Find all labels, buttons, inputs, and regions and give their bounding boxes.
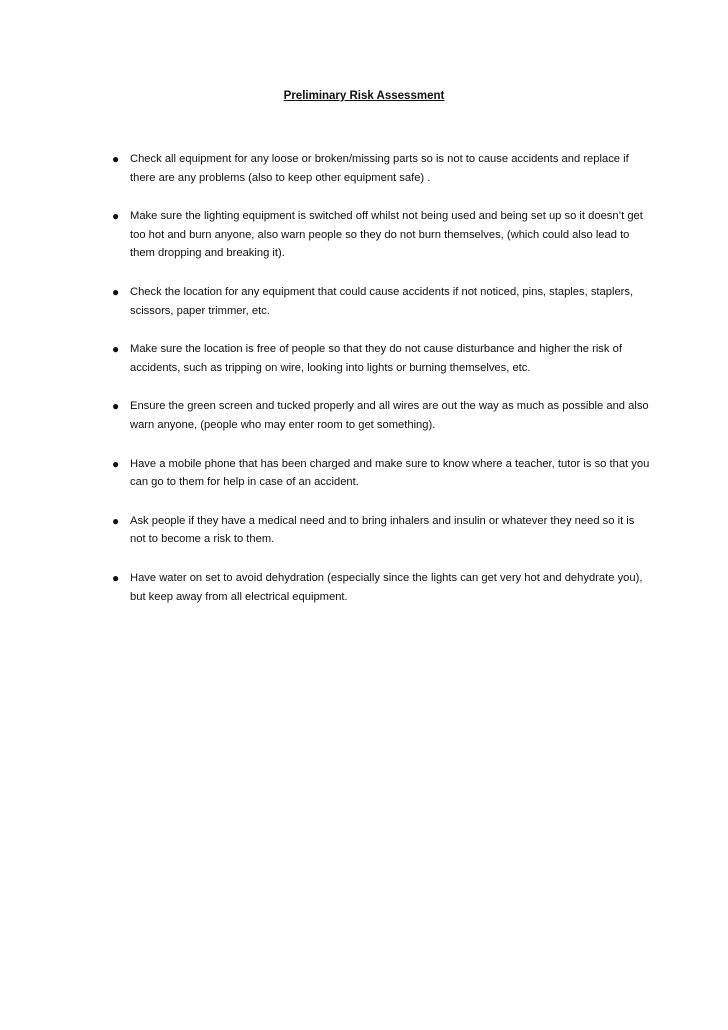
list-item <box>112 283 652 320</box>
bullet-icon: ● <box>112 284 120 299</box>
bullet-icon: ● <box>112 513 120 528</box>
document-title: Preliminary Risk Assessment <box>283 90 445 102</box>
bullet-icon: ● <box>112 570 120 585</box>
list-item-text: Have water on set to avoid dehydration (especially since the lights can get very hot and dehydrate you), but keep away from all electrical equipment. <box>130 571 643 603</box>
list-item <box>112 512 652 549</box>
list-item <box>112 455 652 492</box>
bullet-icon: ● <box>112 342 120 357</box>
list-item-text: Check the location for any equipment that could cause accidents if not noticed, pins, staples, staplers, scissors, paper trimmer, etc. <box>130 285 634 317</box>
bullet-icon: ● <box>112 209 120 224</box>
list-item-text: Make sure the location is free of people so that they do not cause disturbance and higher the risk of accidents, such as tripping on wire, looking into lights or burning themselves, etc. <box>130 343 622 374</box>
risk-list <box>112 150 652 626</box>
list-item-text: Ask people if they have a medical need and to bring inhalers and insulin or whatever they need so it is not to become a risk to them. <box>130 514 635 546</box>
list-item-text: Check all equipment for any loose or broken/missing parts so is not to cause accidents and replace if there are any problems (also to keep other equipment safe) . <box>130 153 629 184</box>
bullet-icon: ● <box>112 399 120 414</box>
list-item-text: Have a mobile phone that has been charged and make sure to know where a teacher, tutor is so that you can go to them for help in case of an accident. <box>130 457 650 489</box>
list-item <box>112 207 652 263</box>
list-item <box>112 150 652 187</box>
list-item-text: Make sure the lighting equipment is switched off whilst not being used and being set up so it doesn’t get too hot and burn anyone, also warn people so they do not burn themselves, (which could also lead to them dropping and breaking it). <box>130 210 643 260</box>
list-item-text: Ensure the green screen and tucked properly and all wires are out the way as much as possible and also warn anyone, (people who may enter room to get something). <box>130 400 649 431</box>
list-item <box>112 397 652 434</box>
bullet-icon: ● <box>112 152 120 166</box>
bullet-icon: ● <box>112 456 120 471</box>
list-item <box>112 569 652 606</box>
list-item <box>112 340 652 377</box>
